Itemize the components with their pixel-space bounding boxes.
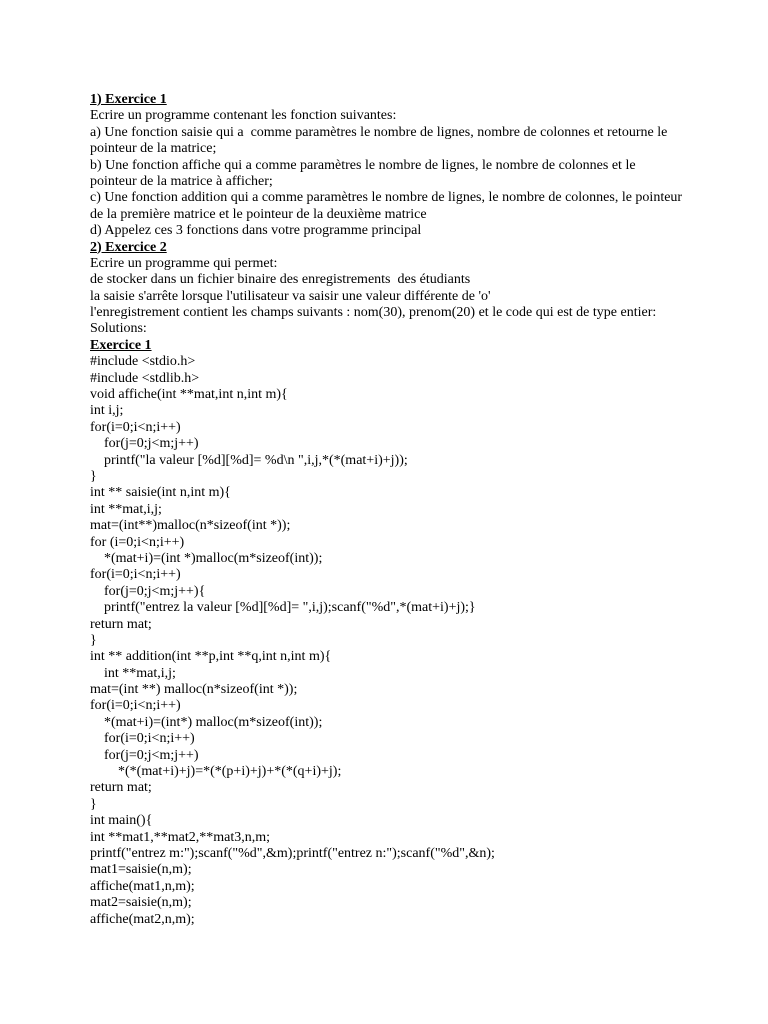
text-line: int **mat,i,j; [90,665,176,681]
text-line: for (i=0;i<n;i++) [90,534,185,550]
text-line: *(mat+i)=(int*) malloc(m*sizeof(int)); [90,714,323,730]
text-line: mat2=saisie(n,m); [90,895,192,911]
text-line: int i,j; [90,403,124,419]
text-line: } [90,632,97,648]
document-body [90,92,730,928]
text-line: b) Une fonction affiche qui a comme paramètres le nombre de lignes, le nombre de colonnes et le [90,157,636,173]
text-line: mat=(int**)malloc(n*sizeof(int *)); [90,518,291,534]
text-line: Ecrire un programme qui permet: [90,255,278,271]
text-line: pointeur de la matrice; [90,141,217,157]
text-line: Ecrire un programme contenant les fonction suivantes: [90,108,397,124]
text-line: for(i=0;i<n;i++) [90,731,195,747]
text-line: l'enregistrement contient les champs suivants : nom(30), prenom(20) et le code qui est de type entier: [90,305,657,321]
text-line: void affiche(int **mat,int n,int m){ [90,387,288,403]
text-line: mat=(int **) malloc(n*sizeof(int *)); [90,682,298,698]
section-heading: 2) Exercice 2 [90,239,167,255]
section-heading: 1) Exercice 1 [90,92,167,107]
text-line: la saisie s'arrête lorsque l'utilisateur va saisir une valeur différente de 'o' [90,288,491,304]
text-line: int ** saisie(int n,int m){ [90,485,231,501]
text-line: int main(){ [90,813,153,829]
text-line: printf("la valeur [%d][%d]= %d\n ",i,j,*(*(mat+i)+j)); [90,452,408,468]
text-line: a) Une fonction saisie qui a comme paramètres le nombre de lignes, nombre de colonnes et retourne le [90,124,668,140]
text-line: d) Appelez ces 3 fonctions dans votre programme principal [90,223,422,239]
text-line: de la première matrice et le pointeur de la deuxième matrice [90,206,427,222]
text-line: #include <stdlib.h> [90,370,200,386]
text-line: for(i=0;i<n;i++) [90,567,181,583]
text-line: printf("entrez m:");scanf("%d",&m);printf("entrez n:");scanf("%d",&n); [90,845,495,861]
text-line: c) Une fonction addition qui a comme paramètres le nombre de lignes, le nombre de colonnes, le pointeur [90,190,683,206]
text-line: mat1=saisie(n,m); [90,862,192,878]
text-line: printf("entrez la valeur [%d][%d]= ",i,j);scanf("%d",*(mat+i)+j);} [90,600,476,616]
text-line: affiche(mat2,n,m); [90,911,195,927]
text-line: return mat; [90,780,152,796]
text-line: } [90,468,97,484]
text-line: return mat; [90,616,152,632]
text-line: int **mat,i,j; [90,501,162,517]
text-line: } [90,796,97,812]
text-line: #include <stdio.h> [90,354,196,370]
text-line: *(*(mat+i)+j)=*(*(p+i)+j)+*(*(q+i)+j); [90,764,342,780]
text-line: *(mat+i)=(int *)malloc(m*sizeof(int)); [90,550,323,566]
text-line: de stocker dans un fichier binaire des enregistrements des étudiants [90,272,471,288]
text-line: int **mat1,**mat2,**mat3,n,m; [90,829,271,845]
text-line: Solutions: [90,321,147,337]
text-line: for(j=0;j<m;j++) [90,436,199,452]
text-line: for(j=0;j<m;j++){ [90,583,206,599]
text-line: for(j=0;j<m;j++) [90,747,199,763]
section-heading: Exercice 1 [90,337,152,353]
text-line: pointeur de la matrice à afficher; [90,173,273,189]
text-line: int ** addition(int **p,int **q,int n,int m){ [90,649,332,665]
text-line: for(i=0;i<n;i++) [90,419,181,435]
text-line: affiche(mat1,n,m); [90,878,195,894]
text-line: for(i=0;i<n;i++) [90,698,181,714]
